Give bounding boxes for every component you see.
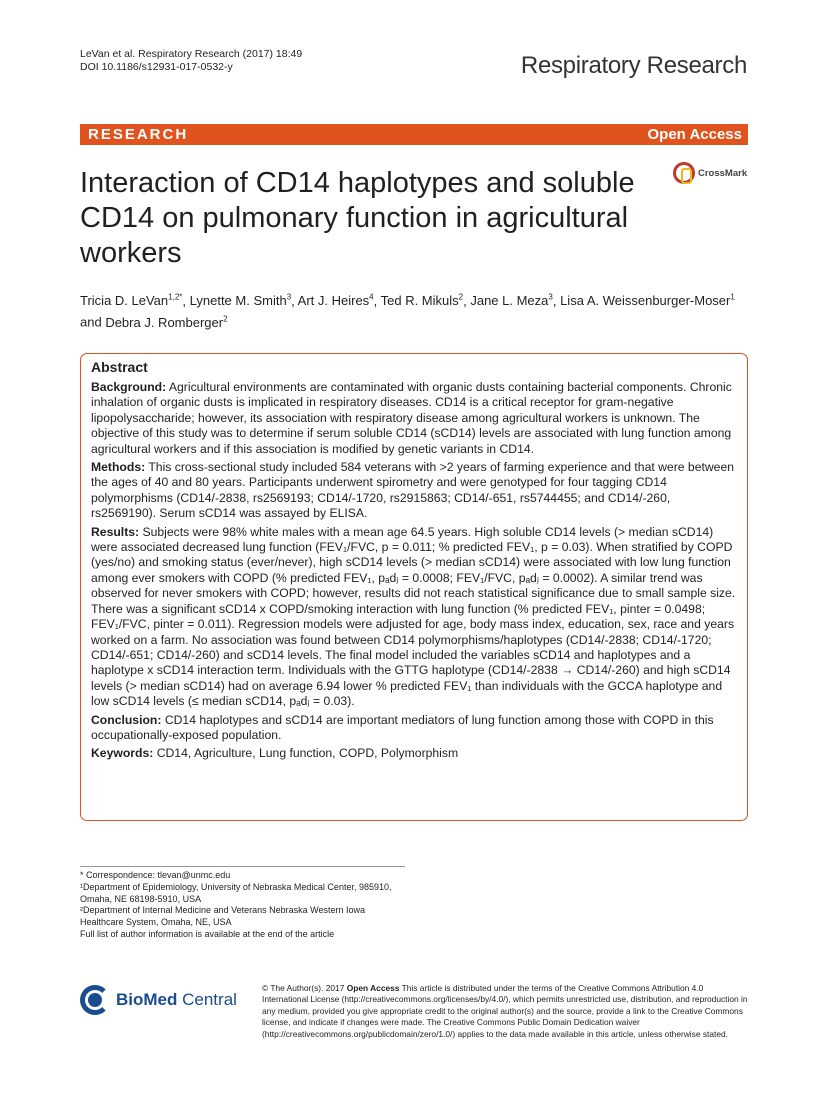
author-info-footnote: Full list of author information is available at the end of the article <box>80 928 335 939</box>
publisher-logo <box>80 985 237 1015</box>
abstract-results: Results: Subjects were 98% white males with a mean age 64.5 years. High soluble CD14 levels (> median sCD14) were associated decreased lung function (FEV₁/FVC, p = 0.011; % predicted FEV₁, p = 0.03). When stratified by COPD (yes/no) and smoking status (ever/never), high sCD14 levels (> median sCD14) were associated with low lung function among ever smokers with COPD (% predicted FEV₁, pₐdⱼ = 0.0008; FEV₁/FVC, pₐdⱼ = 0.0002). A similar trend was observed for never smokers with COPD; however, results did not reach statistical significance due to small sample size. There was a significant sCD14 x COPD/smoking interaction with lung function (% predicted FEV₁, pinter = 0.0498; FEV₁/FVC, pinter = 0.011). Regression models were adjusted for age, body mass index, education, sex, race and years worked on a farm. No association was found between CD14 polymorphisms/haplotypes (CD14/-2838; CD14/-1720; CD14/-651; CD14/-260) and sCD14 levels. The final model included the variables sCD14 and haplotypes and a haplotype x sCD14 interaction term. Individuals with the GTTG haplotype (CD14/-2838 → CD14/-260) and high sCD14 levels (> median sCD14) had on average 6.94 lower % predicted FEV₁ than individuals with the GCCA haplotype and low sCD14 levels (≤ median sCD14, pₐdⱼ = 0.03). <box>91 524 736 709</box>
author: Tricia D. LeVan$^{1,2*}$ <box>80 293 183 309</box>
article-type-label: RESEARCH <box>88 126 189 143</box>
abstract-background: Background: Agricultural environments are contaminated with organic dusts containing bacterial components. Chronic inhalation of organic dusts is implicated in respiratory diseases. CD14 is a critical receptor for gram-negative lipopolysaccharide; however, its association with respiratory disease among agricultural workers is unknown. The objective of this study was to determine if serum soluble CD14 (sCD14) levels are associated with lung function among agricultural workers and if this association is modified by genetic variants in CD14. <box>91 380 732 456</box>
author: Debra J. Romberger$^2$ <box>105 314 228 330</box>
citation-header <box>80 48 302 74</box>
author: Lisa A. Weissenburger-Moser$^1$ <box>560 293 735 309</box>
crossmark-badge[interactable] <box>673 162 747 184</box>
citation-line: LeVan et al. Respiratory Research (2017) 18:49 <box>80 48 303 60</box>
article-title: Interaction of CD14 haplotypes and soluble CD14 on pulmonary function in agricultural workers <box>80 167 635 269</box>
author: Lynette M. Smith$^3$ <box>189 293 292 309</box>
author: Ted R. Mikuls$^2$ <box>380 293 464 309</box>
section-banner <box>80 124 748 145</box>
doi-line: DOI 10.1186/s12931-017-0532-y <box>80 61 233 73</box>
abstract-keywords: Keywords: CD14, Agriculture, Lung function, COPD, Polymorphism <box>91 746 459 761</box>
open-access-label: Open Access <box>647 126 742 143</box>
author: Art J. Heires$^4$ <box>297 293 374 309</box>
abstract-box <box>80 353 748 821</box>
author: Jane L. Meza$^3$ <box>470 293 553 309</box>
publisher-name: BioMed Central <box>116 990 237 1009</box>
footnotes <box>80 870 410 941</box>
abstract-conclusion: Conclusion: CD14 haplotypes and sCD14 are important mediators of lung function among those with COPD in this occupationally-exposed population. <box>91 712 714 742</box>
footnote-divider <box>80 866 405 867</box>
crossmark-icon <box>673 162 695 184</box>
abstract-methods: Methods: This cross-sectional study included 584 veterans with >2 years of farming experience and that were between the ages of 40 and 80 years. Participants underwent spirometry and were genotyped for four tagging CD14 polymorphisms (CD14/-2838, rs2569193; CD14/-1720, rs2915863; CD14/-651, rs5744455; and CD14/-260, rs2569190). Serum sCD14 was assayed by ELISA. <box>91 460 734 521</box>
license-notice: © The Author(s). 2017 Open Access This article is distributed under the terms of the Creative Commons Attribution 4.0 International License (http://creativecommons.org/licenses/by/4.0/), which permits unrestricted use, distribution, and reproduction in any medium, provided you give appropriate credit to the original author(s) and the source, provide a link to the Creative Commons license, and indicate if changes were made. The Creative Commons Public Domain Dedication waiver (http://creativecommons.org/publicdomain/zero/1.0/) applies to the data made available in this article, unless otherwise stated. <box>262 983 748 1039</box>
correspondence-footnote: * Correspondence: tlevan@unmc.edu <box>80 870 231 880</box>
crossmark-label: CrossMark <box>698 167 748 179</box>
biomed-central-icon <box>80 985 110 1015</box>
affiliation-footnote: ¹Department of Epidemiology, University of Nebraska Medical Center, 985910, Omaha, NE 68198-5910, USA <box>80 881 392 904</box>
abstract-heading: Abstract <box>91 359 148 375</box>
affiliation-footnote: ²Department of Internal Medicine and Veterans Nebraska Western Iowa Healthcare System, Omaha, NE, USA <box>80 905 365 928</box>
author-list: Tricia D. LeVan$^{1,2*}$, Lynette M. Smith$^3$, Art J. Heires$^4$, Ted R. Mikuls$^2$, Jane L. Meza$^3$, Lisa A. Weissenburger-Moser$^1$ and Debra J. Romberger$^2$ <box>80 293 735 330</box>
journal-name: Respiratory Research <box>520 52 747 79</box>
